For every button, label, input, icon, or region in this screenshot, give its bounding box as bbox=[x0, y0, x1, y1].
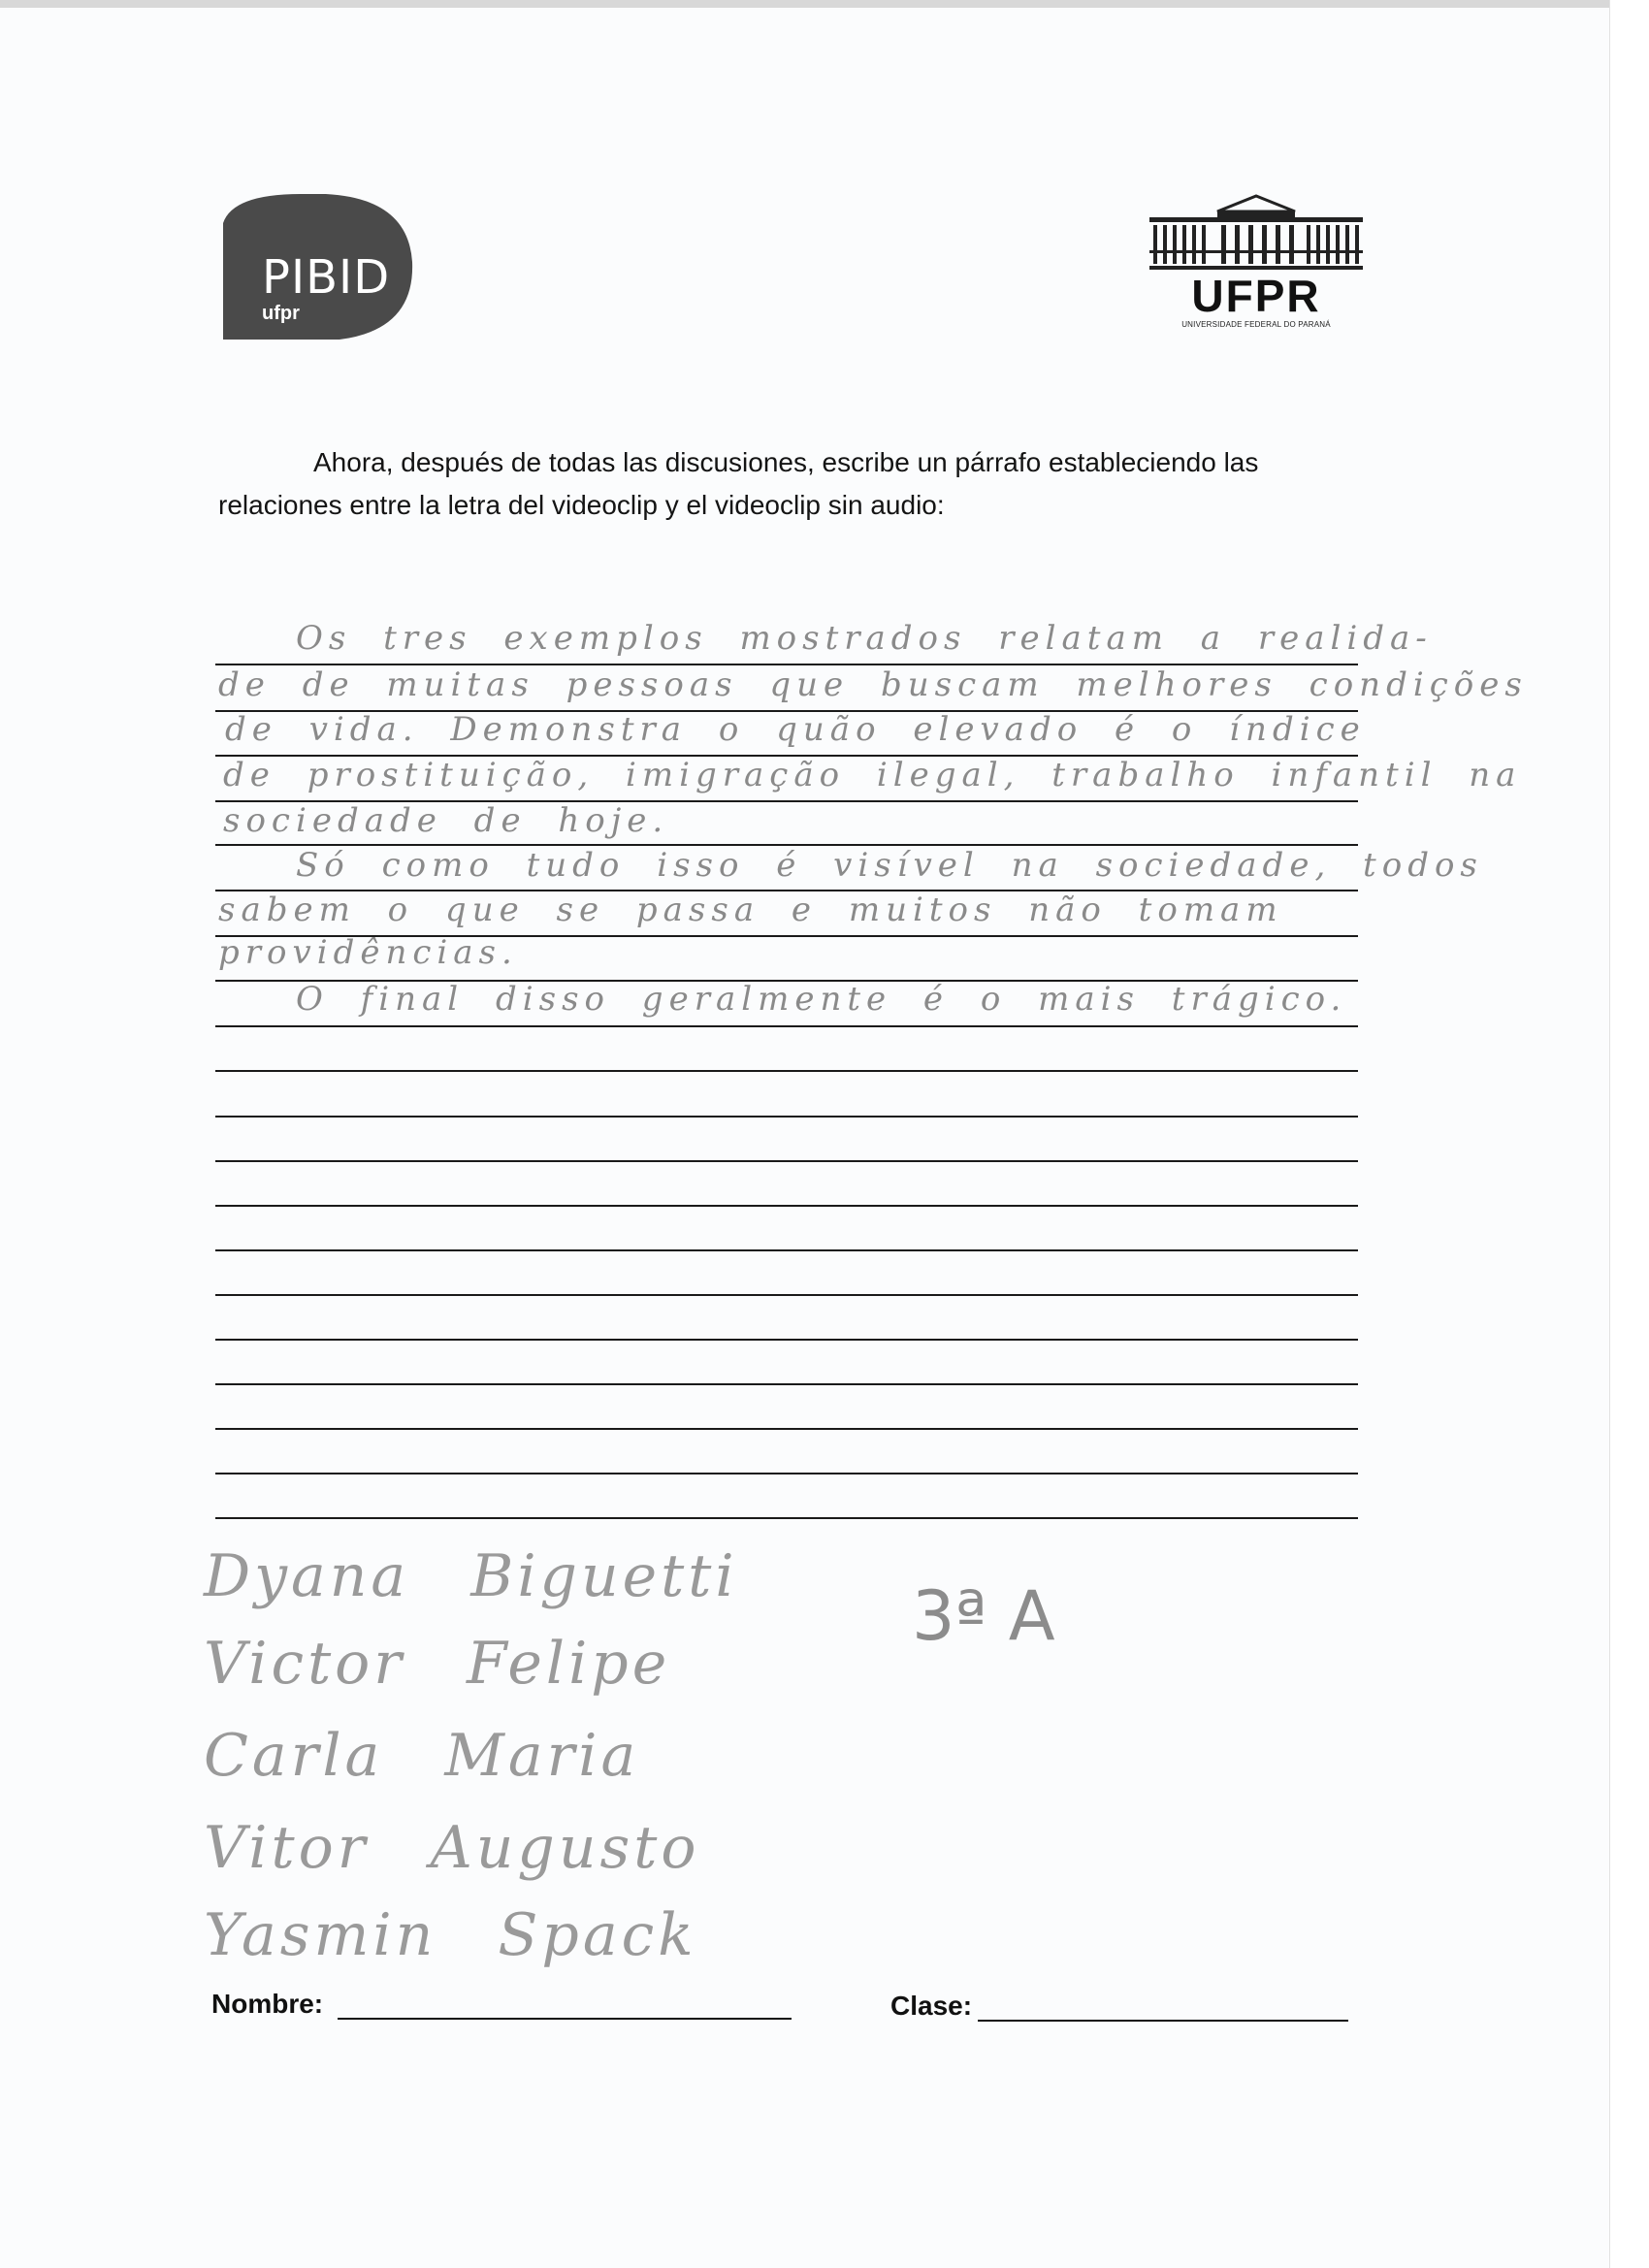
class-field-line bbox=[978, 2020, 1348, 2022]
signature-name: Carla Maria bbox=[204, 1722, 640, 1790]
signature-name: Vitor Augusto bbox=[204, 1814, 700, 1882]
pibid-logo-sub: ufpr bbox=[262, 303, 300, 324]
handwritten-answer-line: sociedade de hoje. bbox=[223, 801, 669, 840]
ruled-line bbox=[215, 1428, 1358, 1430]
ufpr-logo-sub: UNIVERSIDADE FEDERAL DO PARANÁ bbox=[1181, 320, 1331, 329]
ruled-line bbox=[215, 1383, 1358, 1385]
handwritten-answer-line: providências. bbox=[218, 933, 518, 972]
scan-right-margin bbox=[1609, 0, 1649, 2268]
signature-name: Yasmin Spack bbox=[204, 1901, 697, 1969]
ruled-line bbox=[215, 1160, 1358, 1162]
handwritten-answer-line: de prostituição, imigração ilegal, trabalho infantil na bbox=[223, 756, 1522, 794]
handwritten-answer-line: Só como tudo isso é visível na sociedade, todos bbox=[296, 846, 1483, 885]
class-field-label: Clase: bbox=[890, 1991, 973, 2021]
handwritten-answer-line: O final disso geralmente é o mais trágico. bbox=[296, 980, 1347, 1019]
ruled-line bbox=[215, 1070, 1358, 1072]
ruled-line bbox=[215, 1249, 1358, 1251]
name-field-line bbox=[338, 2018, 792, 2020]
ufpr-logo-word: UFPR bbox=[1191, 271, 1321, 321]
ruled-line bbox=[215, 1116, 1358, 1118]
ruled-line bbox=[215, 1205, 1358, 1207]
instruction-line-2: relaciones entre la letra del videoclip y el videoclip sin audio: bbox=[218, 490, 945, 520]
name-field-label: Nombre: bbox=[211, 1989, 324, 2019]
ruled-line bbox=[215, 1517, 1358, 1519]
signature-name: Victor Felipe bbox=[204, 1630, 671, 1698]
handwritten-answer-line: sabem o que se passa e muitos não tomam bbox=[218, 891, 1283, 929]
handwritten-answer-line: de vida. Demonstra o quão elevado é o índice bbox=[225, 710, 1366, 749]
ruled-line bbox=[215, 1339, 1358, 1341]
ruled-line bbox=[215, 1025, 1358, 1027]
handwritten-answer-line: de de muitas pessoas que buscam melhores condições bbox=[218, 665, 1528, 704]
handwritten-answer-line: Os tres exemplos mostrados relatam a realida- bbox=[296, 619, 1433, 658]
pibid-logo-word: PIBID bbox=[262, 250, 391, 305]
ruled-line bbox=[215, 1473, 1358, 1474]
ruled-line bbox=[215, 1294, 1358, 1296]
signature-name: Dyana Biguetti bbox=[204, 1542, 738, 1610]
instruction-line-1: Ahora, después de todas las discusiones, escribe un párrafo estableciendo las bbox=[313, 447, 1259, 477]
handwritten-class: 3ª A bbox=[912, 1576, 1055, 1656]
